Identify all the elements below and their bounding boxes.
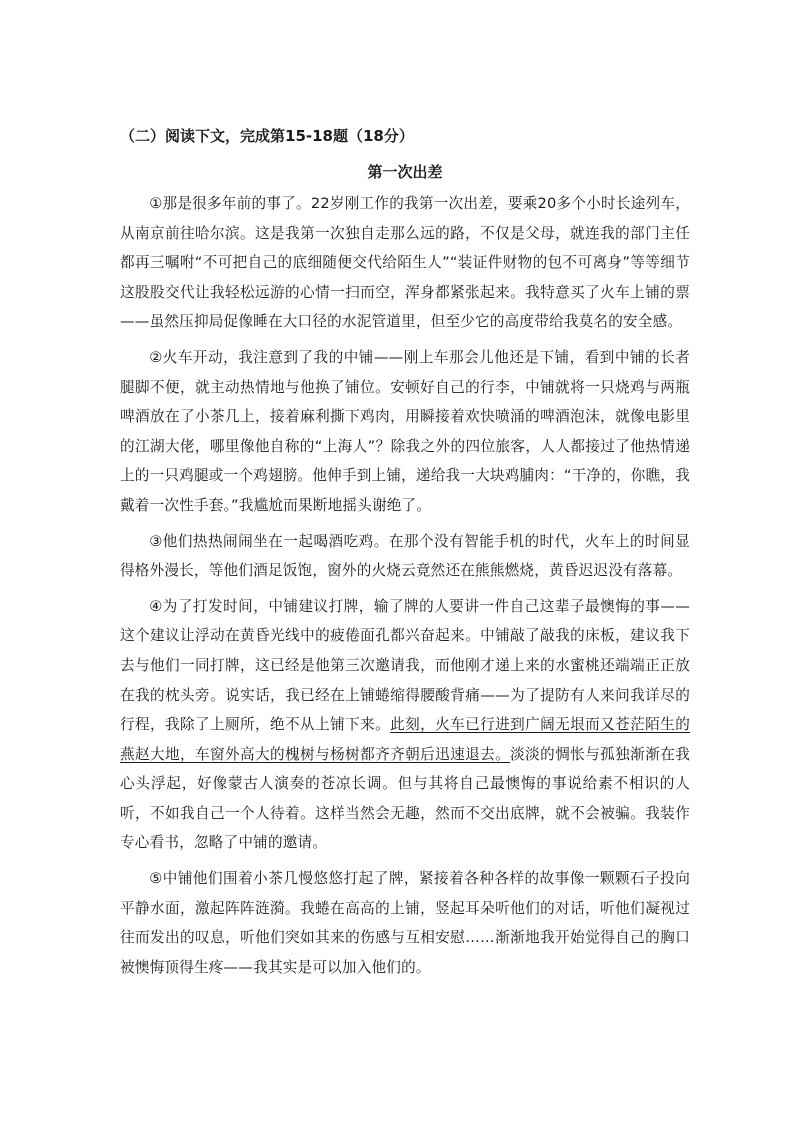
paragraph-4-text-after: 淡淡的惆怅与孤独渐渐在我心头浮起，好像蒙古人演奏的苍凉长调。但与其将自己最懊悔的事说给素不相识的人听，不如我自己一个人待着。这样当然会无趣，然而不交出底牌，就不会被骗。我装作专心看书，忽略了中铺的邀请。 [120, 745, 690, 852]
paragraph-5: ⑤中铺他们围着小茶几慢悠悠打起了牌，紧接着各种各样的故事像一颗颗石子投向平静水面，激起阵阵涟漪。我蜷在高高的上铺，竖起耳朵听他们的对话，听他们凝视过往而发出的叹息，听他们突如其来的伤感与互相安慰……渐渐地我开始觉得自己的胸口被懊悔顶得生疼——我其实是可以加入他们的。 [120, 870, 690, 976]
document-page [120, 125, 690, 988]
paragraph-3: ③他们热热闹闹坐在一起喝酒吃鸡。在那个没有智能手机的时代，火车上的时间显得格外漫长，等他们酒足饭饱，窗外的火烧云竟然还在熊熊燃烧，黄昏迟迟没有落幕。 [120, 532, 690, 580]
paragraph-1: ①那是很多年前的事了。22岁刚工作的我第一次出差，要乘20多个小时长途列车，从南京前往哈尔滨。这是我第一次独自走那么远的路，不仅是父母，就连我的部门主任都再三嘱咐“不可把自己的底细随便交代给陌生人”“装证件财物的包不可离身”等等细节这股股交代让我轻松远游的心情一扫而空，浑身都紧张起来。我特意买了火车上铺的票——虽然压抑局促像睡在大口径的水泥管道里，但至少它的高度带给我莫名的安全感。 [120, 195, 690, 331]
article-title: 第一次出差 [367, 163, 443, 181]
underlined-sentence: 此刻，火车已行进到广阔无垠而又苍茫陌生的燕赵大地，车窗外高大的槐树与杨树都齐齐朝后迅速退去。 [120, 716, 690, 763]
paragraph-4 [120, 592, 690, 858]
section-heading: （二）阅读下文，完成第15-18题（18分） [120, 127, 414, 145]
paragraph-2: ②火车开动，我注意到了我的中铺——刚上车那会儿他还是下铺，看到中铺的长者腿脚不便，就主动热情地与他换了铺位。安顿好自己的行李，中铺就将一只烧鸡与两瓶啤酒放在了小茶几上，接着麻利撕下鸡肉，用瞬接着欢快喷涌的啤酒泡沫，就像电影里的江湖大佬，哪里像他自称的“上海人”？除我之外的四位旅客，人人都接过了他热情递上的一只鸡腿或一个鸡翅膀。他伸手到上铺，递给我一大块鸡脯肉：“干净的，你瞧，我戴着一次性手套。”我尴尬而果断地摇头谢绝了。 [120, 348, 690, 514]
paragraph-4-text-before: ④为了打发时间，中铺建议打牌，输了牌的人要讲一件自己这辈子最懊悔的事——这个建议让浮动在黄昏光线中的疲倦面孔都兴奋起来。中铺敲了敲我的床板，建议我下去与他们一同打牌，这已经是他第三次邀请我，而他刚才递上来的水蜜桃还端端正正放在我的枕头旁。说实话，我已经在上铺蜷缩得腰酸背痛——为了提防有人来问我详尽的行程，我除了上厕所，绝不从上铺下来。 [120, 597, 690, 734]
